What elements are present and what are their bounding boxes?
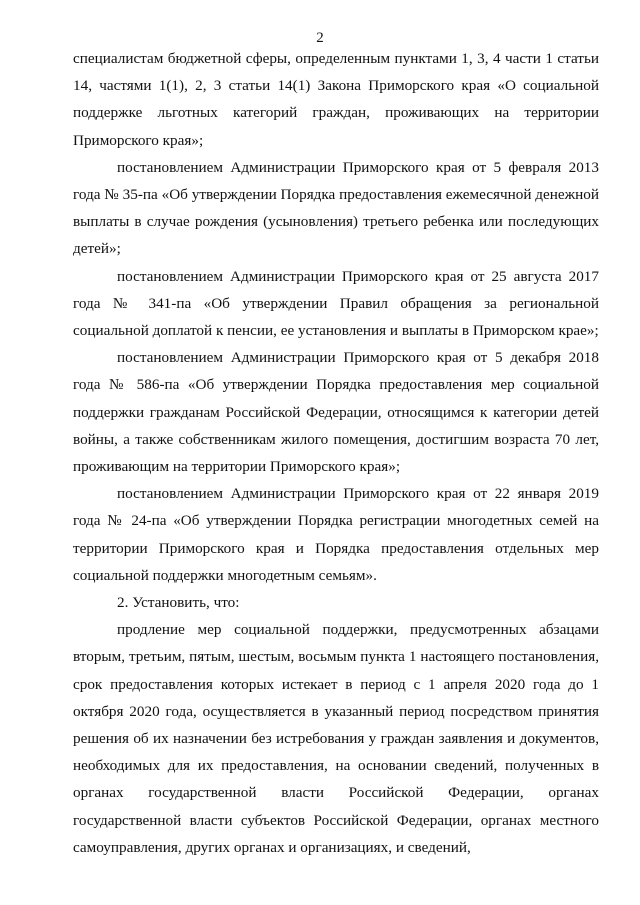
paragraph-resolution-24pa: постановлением Администрации Приморского края от 22 января 2019 года № 24-па «Об утверждении Порядка регистрации многодетных семей на территории Приморского края и Порядка предоставления отдельных мер социальной поддержки многодетным семьям». [73, 485, 599, 584]
paragraph-resolution-341pa: постановлением Администрации Приморского края от 25 августа 2017 года № 341-па «Об утверждении Правил обращения за региональной социальной доплатой к пенсии, ее установления и выплаты в Приморском крае»; [73, 267, 599, 340]
paragraph-resolution-35pa: постановлением Администрации Приморского края от 5 февраля 2013 года № 35-па «Об утверждении Порядка предоставления ежемесячной денежной выплаты в случае рождения (усыновления) третьего ребенка или последующих детей»; [73, 158, 599, 258]
document-body [73, 45, 599, 861]
paragraph-section-2-heading: 2. Установить, что: [117, 594, 240, 612]
paragraph-section-2-body: продление мер социальной поддержки, предусмотренных абзацами вторым, третьим, пятым, шестым, восьмым пункта 1 настоящего постановления, срок предоставления которых истекает в период с 1 апреля 2020 года до 1 октября 2020 года, осуществляется в указанный период посредством принятия решения об их назначении без истребования у граждан заявления и документов, необходимых для их предоставления, на основании сведений, полученных в органах государственной власти Российской Федерации, органах государственной власти субъектов Российской Федерации, органах местного самоуправления, других органах и организациях, и сведений, [73, 621, 599, 856]
page-number: 2 [316, 30, 324, 46]
paragraph-continuation: специалистам бюджетной сферы, определенным пунктами 1, 3, 4 части 1 статьи 14, частями 1(1), 2, 3 статьи 14(1) Закона Приморского края «О социальной поддержке льготных категорий граждан, проживающих на территории Приморского края»; [73, 50, 599, 149]
paragraph-resolution-586pa: постановлением Администрации Приморского края от 5 декабря 2018 года № 586-па «Об утверждении Порядка предоставления мер социальной поддержки гражданам Российской Федерации, относящимся к категории детей войны, а также собственникам жилого помещения, достигшим возраста 70 лет, проживающим на территории Приморского края»; [73, 349, 599, 476]
